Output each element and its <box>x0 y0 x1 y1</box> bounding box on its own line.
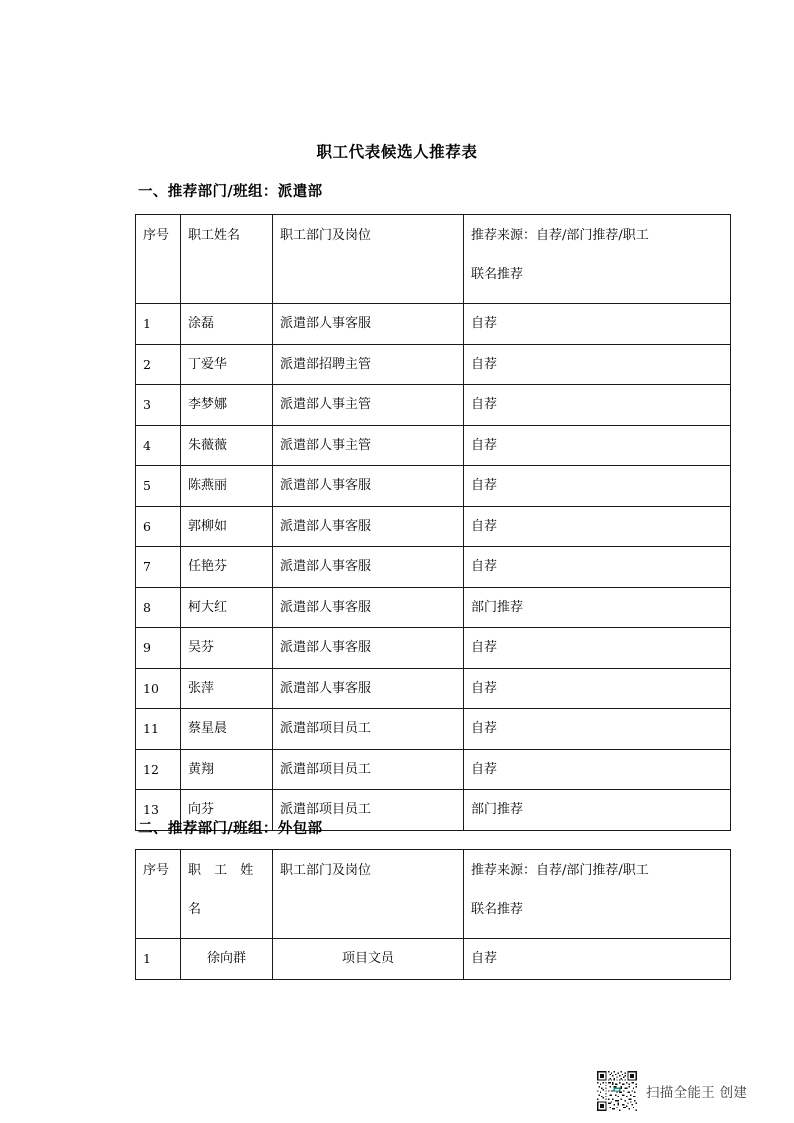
cell-recommendation-source: 自荐 <box>464 425 731 466</box>
cell-department-position: 派遣部人事客服 <box>273 587 464 628</box>
cell-index: 12 <box>136 749 181 790</box>
cell-recommendation-source: 自荐 <box>464 547 731 588</box>
cell-recommendation-source: 自荐 <box>464 506 731 547</box>
cell-employee-name: 任艳芬 <box>181 547 273 588</box>
table-header-row <box>136 850 731 939</box>
qr-code-icon <box>597 1071 637 1111</box>
table-row <box>136 385 731 426</box>
cell-index: 1 <box>136 304 181 345</box>
cell-recommendation-source: 自荐 <box>464 628 731 669</box>
column-header-index: 序号 <box>136 215 181 304</box>
cell-index: 8 <box>136 587 181 628</box>
column-header-department-position: 职工部门及岗位 <box>273 850 464 939</box>
cell-employee-name: 向芬 <box>181 790 273 831</box>
cell-department-position: 项目文员 <box>273 939 464 980</box>
recommendation-table-outsourcing-dept <box>135 849 731 980</box>
cell-employee-name: 蔡星晨 <box>181 709 273 750</box>
cell-employee-name: 丁爱华 <box>181 344 273 385</box>
cell-department-position: 派遣部人事客服 <box>273 466 464 507</box>
section-heading-1: 一、推荐部门/班组：派遣部 <box>138 183 323 200</box>
watermark-label: 扫描全能王 创建 <box>646 1085 748 1101</box>
table-row <box>136 304 731 345</box>
cell-recommendation-source: 自荐 <box>464 385 731 426</box>
section-heading-2: 二、推荐部门/班组：外包部 <box>138 820 323 837</box>
cell-department-position: 派遣部人事客服 <box>273 304 464 345</box>
column-header-recommendation-source <box>464 850 731 939</box>
cell-recommendation-source: 自荐 <box>464 749 731 790</box>
header-name-line-1: 职 工 姓 <box>188 863 258 878</box>
column-header-department-position: 职工部门及岗位 <box>273 215 464 304</box>
cell-index: 1 <box>136 939 181 980</box>
cell-department-position: 派遣部人事客服 <box>273 506 464 547</box>
table-row <box>136 466 731 507</box>
cell-index: 7 <box>136 547 181 588</box>
cell-index: 5 <box>136 466 181 507</box>
header-source-line-1: 推荐来源：自荐/部门推荐/职工 <box>471 863 649 878</box>
cell-department-position: 派遣部项目员工 <box>273 749 464 790</box>
header-source-line-2: 联名推荐 <box>471 902 524 917</box>
cell-employee-name: 陈燕丽 <box>181 466 273 507</box>
table-header-row <box>136 215 731 304</box>
cell-index: 10 <box>136 668 181 709</box>
cell-recommendation-source: 自荐 <box>464 668 731 709</box>
cell-department-position: 派遣部人事客服 <box>273 668 464 709</box>
cell-index: 3 <box>136 385 181 426</box>
cell-index: 4 <box>136 425 181 466</box>
cell-index: 9 <box>136 628 181 669</box>
camscanner-watermark <box>597 1071 747 1111</box>
recommendation-table-dispatch-dept <box>135 214 731 831</box>
cell-recommendation-source: 自荐 <box>464 344 731 385</box>
cell-recommendation-source: 自荐 <box>464 304 731 345</box>
table-row <box>136 709 731 750</box>
header-source-line-2: 联名推荐 <box>471 267 524 282</box>
cell-department-position: 派遣部人事主管 <box>273 385 464 426</box>
table-row <box>136 425 731 466</box>
cell-index: 6 <box>136 506 181 547</box>
cell-employee-name: 黄翔 <box>181 749 273 790</box>
column-header-employee-name: 职工姓名 <box>181 215 273 304</box>
cell-index: 11 <box>136 709 181 750</box>
header-source-line-1: 推荐来源：自荐/部门推荐/职工 <box>471 228 649 243</box>
cell-employee-name: 柯大红 <box>181 587 273 628</box>
page-title: 职工代表候选人推荐表 <box>316 142 478 161</box>
column-header-index: 序号 <box>136 850 181 939</box>
table-row <box>136 344 731 385</box>
table-row <box>136 749 731 790</box>
cell-employee-name: 张萍 <box>181 668 273 709</box>
table-row <box>136 628 731 669</box>
table-row <box>136 547 731 588</box>
table-row <box>136 506 731 547</box>
cell-recommendation-source: 自荐 <box>464 466 731 507</box>
cell-employee-name: 徐向群 <box>181 939 273 980</box>
table-row <box>136 587 731 628</box>
cell-department-position: 派遣部招聘主管 <box>273 344 464 385</box>
cell-employee-name: 李梦娜 <box>181 385 273 426</box>
cell-index: 13 <box>136 790 181 831</box>
cell-recommendation-source: 部门推荐 <box>464 790 731 831</box>
table-row <box>136 939 731 980</box>
cell-employee-name: 郭柳如 <box>181 506 273 547</box>
column-header-employee-name <box>181 850 273 939</box>
cell-recommendation-source: 自荐 <box>464 709 731 750</box>
cell-department-position: 派遣部人事客服 <box>273 547 464 588</box>
cell-employee-name: 朱薇薇 <box>181 425 273 466</box>
cell-recommendation-source: 部门推荐 <box>464 587 731 628</box>
cell-department-position: 派遣部项目员工 <box>273 709 464 750</box>
cell-recommendation-source: 自荐 <box>464 939 731 980</box>
cell-employee-name: 涂磊 <box>181 304 273 345</box>
header-name-line-2: 名 <box>188 902 202 917</box>
cell-department-position: 派遣部项目员工 <box>273 790 464 831</box>
cell-index: 2 <box>136 344 181 385</box>
cell-employee-name: 吴芬 <box>181 628 273 669</box>
cell-department-position: 派遣部人事客服 <box>273 628 464 669</box>
column-header-recommendation-source <box>464 215 731 304</box>
table-row <box>136 668 731 709</box>
cell-department-position: 派遣部人事主管 <box>273 425 464 466</box>
